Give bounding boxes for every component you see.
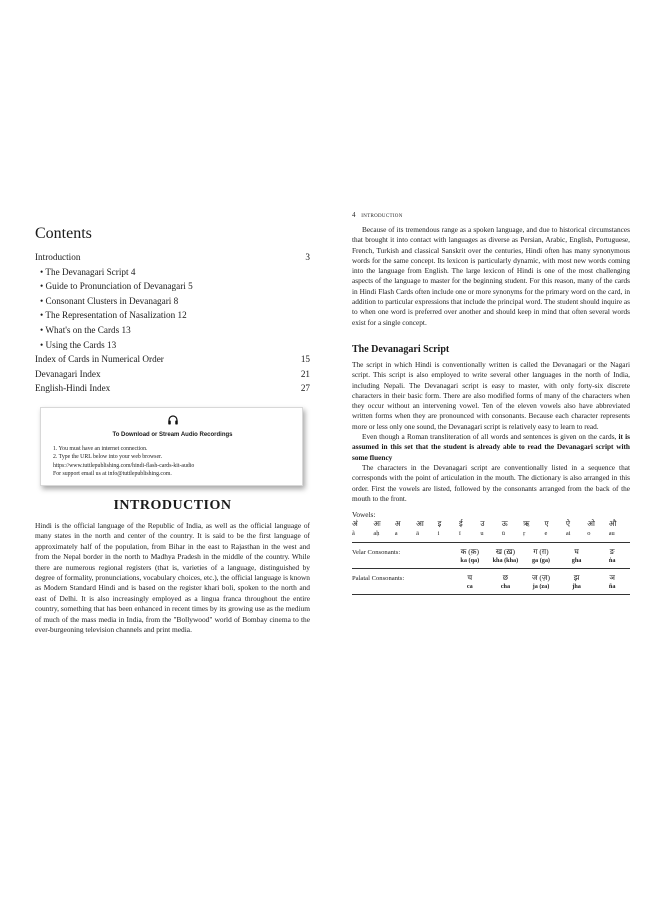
toc-entry-page: 27 bbox=[300, 383, 310, 394]
support-email: For support email us at info@tuttlepublishing.com. bbox=[53, 471, 172, 478]
toc-entry-page: 21 bbox=[300, 368, 310, 379]
vowel-devanagari: आ bbox=[416, 519, 424, 529]
consonant-devanagari: ज (ज़) bbox=[531, 573, 550, 583]
consonant-cell bbox=[594, 547, 630, 565]
audio-box-title: To Download or Stream Audio Recordings bbox=[112, 431, 233, 438]
toc-entry-page: 15 bbox=[300, 354, 310, 365]
paragraph-vocabulary: Because of its tremendous range as a spoken language, and due to historical circumstances that brought it into contact with languages as diverse as Persian, Arabic, English, Portuguese, French, Turkish and classical Sanskrit over the centuries, Hindi often has many synonymous words for the same concept. Its lexicon is particularly dynamic, with most new words coming into the language from English. The large lexicon of Hindi is one of the most challenging aspects of the language to master for the beginning student. For this reason, many of the cards in Hindi Flash Cards often include one or more synonyms for the primary word on the card, in addition to particular expressions that include the principal word. The student should inquire as to when one word is preferred over another and should keep in mind that often several words exist for a single concept. bbox=[352, 225, 630, 327]
vowel-devanagari: इ bbox=[437, 519, 442, 529]
toc-entry[interactable] bbox=[35, 265, 310, 280]
vowel-translit: a bbox=[394, 530, 398, 538]
toc-entry[interactable] bbox=[35, 352, 310, 367]
toc-entry-label: Index of Cards in Numerical Order bbox=[35, 354, 164, 365]
consonant-cell bbox=[452, 547, 488, 565]
toc-entry[interactable] bbox=[35, 381, 310, 396]
vowel-translit: ai bbox=[565, 530, 571, 538]
vowel-devanagari: ओ bbox=[587, 519, 595, 529]
consonant-devanagari: ञ bbox=[609, 573, 615, 583]
vowel-devanagari: औ bbox=[608, 519, 617, 529]
running-head-title: INTRODUCTION bbox=[361, 214, 403, 219]
audio-url[interactable]: https://www.tuttlepublishing.com/hindi-flash-cards-kit-audio bbox=[53, 462, 195, 469]
toc-entry-label: • Using the Cards 13 bbox=[40, 338, 116, 353]
consonant-cell bbox=[452, 573, 488, 591]
palatal-label: Palatal Consonants: bbox=[352, 575, 405, 583]
consonant-devanagari: ङ bbox=[609, 547, 615, 557]
consonant-devanagari: क (क़) bbox=[460, 547, 479, 557]
toc-entry-page: 3 bbox=[305, 252, 310, 262]
toc-entry-label: English-Hindi Index bbox=[35, 383, 111, 394]
vowel-devanagari: अं bbox=[352, 519, 358, 529]
paragraph-transliteration bbox=[352, 432, 630, 463]
divider bbox=[352, 568, 630, 569]
consonant-devanagari: ग (ग़) bbox=[533, 547, 549, 557]
toc-entry-label: • Consonant Clusters in Devanagari 8 bbox=[40, 294, 178, 309]
vowel-devanagari: अः bbox=[373, 519, 381, 529]
vowel-translit: ṛ bbox=[523, 530, 526, 538]
consonant-translit: cha bbox=[500, 583, 511, 591]
consonant-translit: ṅa bbox=[608, 557, 616, 565]
consonant-devanagari: घ bbox=[574, 547, 579, 557]
toc-entry[interactable] bbox=[35, 367, 310, 382]
velar-grid bbox=[452, 547, 630, 565]
consonant-cell bbox=[523, 547, 559, 565]
consonant-translit: gha bbox=[571, 557, 582, 565]
consonant-devanagari: ख (ख़) bbox=[495, 547, 515, 557]
transliteration-bold: it is assumed in this set that the student is already able to read the Devanagari script with some fluency bbox=[352, 432, 631, 462]
vowel-translit: ū bbox=[501, 530, 505, 538]
vowel-devanagari: ऊ bbox=[501, 519, 508, 529]
audio-step-2: 2. Type the URL below into your web browser. bbox=[53, 454, 163, 461]
consonant-cell bbox=[594, 573, 630, 591]
consonant-translit: ca bbox=[466, 583, 473, 591]
vowels-label: Vowels: bbox=[352, 510, 376, 520]
consonant-cell bbox=[488, 547, 524, 565]
consonant-cell bbox=[523, 573, 559, 591]
consonant-cell bbox=[488, 573, 524, 591]
toc-entry-label: • The Representation of Nasalization 12 bbox=[40, 308, 187, 323]
consonant-translit: ja (za) bbox=[532, 583, 550, 591]
divider bbox=[352, 594, 630, 595]
vowels-devanagari-row bbox=[352, 519, 630, 529]
table-of-contents bbox=[35, 250, 310, 396]
consonant-translit: ka (qa) bbox=[460, 557, 480, 565]
contents-title: Contents bbox=[35, 225, 92, 242]
transliteration-text: Even though a Roman transliteration of all words and sentences is given on the cards, bbox=[362, 432, 617, 442]
paragraph-script: The script in which Hindi is conventionally written is called the Devanagari or the Nagari script. This script is also employed to write several other languages in the north of India, including Nepali. The Devanagari script is easy to master, with only forty-six discrete characters in their basic form. There are also modified forms of many of the characters when they occur without an intervening vowel. Ten of the eleven vowels also have abbreviated written forms when they are pronounced with consonants. Because each character represents more or less only one sound, the Devanagari script is relatively easy to learn to read. bbox=[352, 359, 630, 431]
toc-entry-label: Devanagari Index bbox=[35, 368, 101, 379]
introduction-paragraph: Hindi is the official language of the Republic of India, as well as the official language of many states in the north and center of the country. It is said to be the first language of approximately half of the population, from Bihar in the east to Rajasthan in the west and from the Nepal border in the north to Madhya Pradesh in the middle of the country. While there are numerous regional registers (that is, varieties of a language, distinguished by degree of formality, pronunciations, vocabulary choices, etc.), the official language is known as Modern Standard Hindi and is based on the register khari boli, spoken to the north and east of Delhi. It is also increasingly employed as a lingua franca throughout the entire country, something that has been enhanced in recent times by its growing use as the medium of much of the mass media in India, from the "Bollywood" world of Bombay cinema to the ever-burgeoning television channels and print media. bbox=[35, 520, 310, 634]
vowel-translit: o bbox=[587, 530, 591, 538]
toc-entry-label: • Guide to Pronunciation of Devanagari 5 bbox=[40, 279, 193, 294]
toc-entry[interactable] bbox=[35, 279, 310, 294]
toc-entry-label: • What's on the Cards 13 bbox=[40, 323, 131, 338]
consonant-cell bbox=[559, 547, 595, 565]
headphones-icon bbox=[53, 414, 292, 429]
vowel-devanagari: ऐ bbox=[565, 519, 571, 529]
vowel-translit: aḥ bbox=[373, 530, 380, 538]
introduction-heading: INTRODUCTION bbox=[113, 497, 232, 513]
audio-download-box bbox=[40, 407, 303, 486]
vowel-devanagari: ऋ bbox=[523, 519, 530, 529]
vowel-translit: ã bbox=[352, 530, 355, 538]
consonant-cell bbox=[559, 573, 595, 591]
toc-entry[interactable] bbox=[35, 323, 310, 338]
vowel-translit: e bbox=[544, 530, 548, 538]
divider bbox=[352, 542, 630, 543]
vowel-translit: u bbox=[480, 530, 484, 538]
paragraph-order: The characters in the Devanagari script are conventionally listed in a sequence that corresponds with the point of articulation in the mouth. The dictionary is also arranged in this order. First the vowels are listed, followed by the consonants arranged from the back of the mouth to the front. bbox=[352, 462, 630, 503]
vowel-translit: ī bbox=[458, 530, 461, 538]
left-page bbox=[35, 225, 310, 635]
velar-label: Velar Consonants: bbox=[352, 549, 401, 557]
velar-row bbox=[352, 547, 630, 565]
running-head bbox=[352, 211, 630, 219]
vowel-devanagari: ई bbox=[458, 519, 463, 529]
toc-entry[interactable] bbox=[35, 308, 310, 323]
vowels-translit-row bbox=[352, 529, 630, 539]
toc-entry-label: Introduction bbox=[35, 252, 81, 262]
palatal-row bbox=[352, 573, 630, 591]
vowel-translit: au bbox=[608, 530, 615, 538]
toc-entry[interactable] bbox=[35, 294, 310, 309]
right-page bbox=[352, 211, 630, 599]
vowel-devanagari: अ bbox=[394, 519, 401, 529]
page-number: 4 bbox=[352, 211, 356, 219]
consonant-translit: kha (kha) bbox=[492, 557, 519, 565]
toc-entry[interactable] bbox=[35, 338, 310, 353]
consonant-devanagari: च bbox=[467, 573, 473, 583]
consonant-translit: ña bbox=[608, 583, 616, 591]
toc-entry-label: • The Devanagari Script 4 bbox=[40, 265, 135, 280]
audio-step-1: 1. You must have an internet connection. bbox=[53, 445, 148, 452]
vowel-devanagari: उ bbox=[480, 519, 485, 529]
vowel-translit: i bbox=[437, 530, 440, 538]
palatal-grid bbox=[452, 573, 630, 591]
consonant-translit: jha bbox=[572, 583, 581, 591]
vowel-translit: ā bbox=[416, 530, 420, 538]
consonant-devanagari: झ bbox=[573, 573, 580, 583]
consonant-translit: ga (ga) bbox=[531, 557, 550, 565]
vowel-devanagari: ए bbox=[544, 519, 549, 529]
toc-entry[interactable] bbox=[35, 250, 310, 265]
section-title: The Devanagari Script bbox=[352, 343, 450, 355]
consonant-devanagari: छ bbox=[502, 573, 509, 583]
